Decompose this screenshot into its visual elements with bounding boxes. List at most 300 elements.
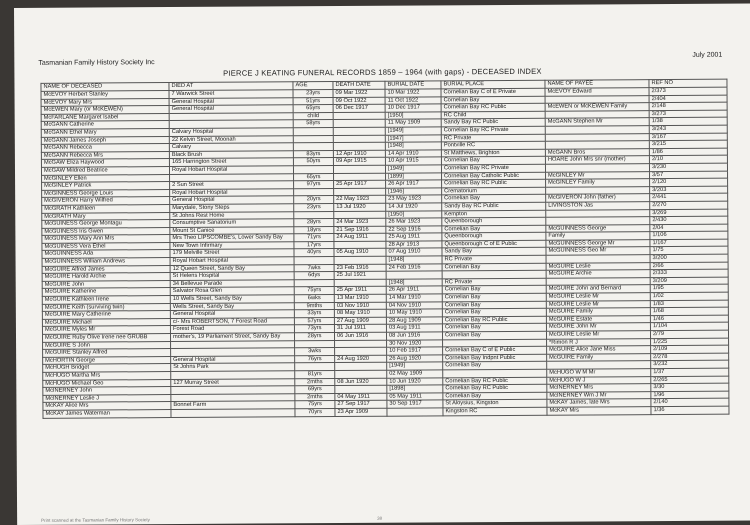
table-cell: McHUGO Martha Mrs bbox=[43, 372, 171, 380]
table-cell: 51yrs bbox=[293, 97, 333, 105]
table-cell: Cornelian Bay RC Public bbox=[442, 179, 546, 187]
table-cell: St Helens Hospital bbox=[170, 272, 294, 280]
table-cell: HOARE John Mrs snr (mother) bbox=[545, 156, 649, 164]
table-cell: 07 Aug 1910 bbox=[386, 248, 442, 256]
table-cell: 71yrs bbox=[294, 234, 334, 242]
table-cell: Cornelian Bay bbox=[443, 392, 547, 400]
table-cell: 10 Mar 1922 bbox=[385, 89, 441, 97]
table-cell: General Hospital bbox=[170, 196, 294, 204]
table-cell: 1/46 bbox=[650, 315, 728, 323]
column-header: NAME OF PAYEE bbox=[545, 80, 649, 89]
column-header: REF NO bbox=[649, 79, 727, 87]
table-cell: Cornelian Bay bbox=[441, 157, 545, 165]
table-cell: 2/373 bbox=[649, 87, 727, 95]
table-cell: McGUIRE Mary Catherine bbox=[42, 311, 170, 319]
table-cell: McGUIRE Leslie Mr bbox=[546, 293, 650, 301]
table-cell: 18yrs bbox=[294, 226, 334, 234]
table-cell: 27 Aug 1909 bbox=[334, 317, 386, 325]
table-cell: [1948] bbox=[386, 256, 442, 264]
table-cell: McGUIRE Harold Archie bbox=[42, 273, 170, 281]
organisation-name: Tasmanian Family History Society Inc bbox=[38, 59, 155, 67]
table-cell: RC Private bbox=[442, 278, 546, 286]
table-cell: child bbox=[293, 112, 333, 120]
table-cell: McGUINNESS George bbox=[546, 224, 650, 232]
table-cell: McEWEN Mary (or McKEWEN) bbox=[41, 106, 169, 114]
table-cell: McGAW Mildred Beatrice bbox=[41, 166, 169, 174]
table-cell: 06 Jun 1916 bbox=[334, 332, 386, 340]
table-cell: McGANN Catherine bbox=[41, 121, 169, 129]
table-cell: Marydale, Stony Steps bbox=[170, 204, 294, 212]
table-cell: 12 Queen Street, Sandy Bay bbox=[170, 264, 294, 272]
table-cell: Cornelian Bay Catholic Public bbox=[442, 172, 546, 180]
table-cell: McGANN James Joseph bbox=[41, 136, 169, 144]
table-cell: 22 May 1923 bbox=[334, 196, 386, 204]
table-cell: McINERNEY John bbox=[43, 387, 171, 395]
table-cell: St Matthews, Brighton bbox=[441, 149, 545, 157]
table-cell: 26 Apr 1911 bbox=[386, 286, 442, 294]
table-cell: McHORTIN George bbox=[43, 356, 171, 364]
table-cell: Sandy Bay bbox=[442, 248, 546, 256]
table-cell: c/- Mrs ROBERTSON, 7 Forest Road bbox=[170, 318, 294, 326]
table-cell: 2/404 bbox=[649, 95, 727, 103]
table-cell: McGUINNESS Geo Mr bbox=[546, 247, 650, 255]
table-cell: 13 Jul 1920 bbox=[334, 203, 386, 211]
table-cell: 11 May 1909 bbox=[385, 119, 441, 127]
table-cell: 40yrs bbox=[294, 249, 334, 257]
table-cell: McGANN Ethel Mary bbox=[41, 129, 169, 137]
table-cell: 3/215 bbox=[649, 140, 727, 148]
table-cell: 25 Apr 1911 bbox=[334, 287, 386, 295]
table-cell: 2/148 bbox=[649, 102, 727, 110]
table-cell: Cornelian Bay bbox=[442, 263, 546, 271]
table-cell: 03 Aug 1911 bbox=[386, 324, 442, 332]
table-cell: 9mths bbox=[294, 302, 334, 310]
table-cell: McHUGO W J bbox=[547, 376, 651, 384]
table-cell: Cornelian Bay RC Private bbox=[441, 164, 545, 172]
table-cell: 10 Wells Street, Sandy Bay bbox=[170, 295, 294, 303]
table-cell: 04 May 1911 bbox=[335, 393, 387, 401]
table-cell: 1/95 bbox=[650, 285, 728, 293]
table-cell: 24 Feb 1916 bbox=[386, 264, 442, 272]
table-cell: McGUIRE Katherine bbox=[42, 288, 170, 296]
table-cell: McEVOY Mary Mrs bbox=[41, 98, 169, 106]
table-cell: McGUIRE Stanley Alfred bbox=[43, 349, 171, 357]
table-cell: 31 Jul 1911 bbox=[334, 325, 386, 333]
table-cell: McGUIRE Alice Jane Miss bbox=[547, 346, 651, 354]
page-number: 38 bbox=[377, 515, 383, 521]
table-cell: 6dys bbox=[294, 272, 334, 280]
table-cell: McGIVERON Harry Wilfred bbox=[42, 197, 170, 205]
table-cell: Sandy Bay RC Public bbox=[442, 202, 546, 210]
table-cell: St Aloysius, Kingston bbox=[443, 400, 547, 408]
table-cell: McGUIRE Kathleen Irene bbox=[42, 296, 170, 304]
table-cell: 165 Harrington Street bbox=[169, 158, 293, 166]
table-cell: McGANN Rebecca bbox=[41, 144, 169, 152]
table-cell: 73yrs bbox=[294, 325, 334, 333]
table-cell: 2/265 bbox=[651, 376, 729, 384]
table-cell: McINERNEY Mrs bbox=[547, 384, 651, 392]
table-cell: LIVINGSTON Jas bbox=[546, 202, 650, 210]
table-cell: New Town Infirmary bbox=[170, 242, 294, 250]
table-cell: Cornelian Bay RC Public bbox=[441, 103, 545, 111]
table-cell: 81yrs bbox=[295, 371, 335, 379]
column-header: NAME OF DECEASED bbox=[41, 83, 169, 92]
table-cell: McHUGH Bridget bbox=[43, 364, 171, 372]
table-cell: 97yrs bbox=[294, 181, 334, 189]
table-cell: 2/333 bbox=[650, 269, 728, 277]
table-cell: Cornelian Bay RC Private bbox=[441, 126, 545, 134]
table-cell: McEWEN or McKEWEN Family bbox=[545, 103, 649, 111]
table-cell: 2mths bbox=[295, 378, 335, 386]
table-cell: Wells Street, Sandy Bay bbox=[170, 302, 294, 310]
table-cell: 24 Aug 1920 bbox=[335, 355, 387, 363]
table-cell: Cornelian Bay C of E Public bbox=[443, 346, 547, 354]
table-cell: Kingston RC bbox=[443, 407, 547, 415]
table-cell: McGANN Stephen Mr bbox=[545, 118, 649, 126]
table-cell: Cornelian Bay RC Public bbox=[443, 377, 547, 385]
table-cell: 20yrs bbox=[294, 196, 334, 204]
table-cell: 05 May 1911 bbox=[387, 393, 443, 401]
table-cell: 3/209 bbox=[650, 277, 728, 285]
table-cell: 127 Murray Street bbox=[171, 378, 295, 386]
table-cell: [1949] bbox=[385, 127, 441, 135]
table-cell: 22 Sep 1916 bbox=[386, 226, 442, 234]
table-cell: McINERNEY Leslie J bbox=[43, 394, 171, 402]
table-cell: 76yrs bbox=[295, 355, 335, 363]
table-cell: 10 Feb 1917 bbox=[387, 347, 443, 355]
table-cell: [1949] bbox=[387, 362, 443, 370]
table-cell: 75yrs bbox=[294, 287, 334, 295]
table-cell: Calvary Hospital bbox=[169, 128, 293, 136]
table-cell: McGUIRE Alfred James bbox=[42, 265, 170, 273]
table-cell: McGINLEY Mr bbox=[546, 171, 650, 179]
table-cell: McGINLEY Patrick bbox=[42, 182, 170, 190]
table-cell: McGUIRE Archie bbox=[546, 270, 650, 278]
table-cell: 58yrs bbox=[293, 120, 333, 128]
table-cell: Crematorium bbox=[442, 187, 546, 195]
table-cell: 2/79 bbox=[650, 330, 728, 338]
table-cell: McGRATH Kathleen bbox=[42, 204, 170, 212]
table-cell: 28yrs bbox=[294, 219, 334, 227]
table-cell: 2/04 bbox=[650, 224, 728, 232]
table-cell: 57yrs bbox=[294, 317, 334, 325]
table-cell: McGUINNESS William Andrews bbox=[42, 258, 170, 266]
table-cell: 10 Jun 1920 bbox=[387, 377, 443, 385]
table-cell: 3/57 bbox=[650, 171, 728, 179]
table-cell: 28 Apr 1913 bbox=[386, 241, 442, 249]
table-cell: [1946] bbox=[386, 188, 442, 196]
table-cell: Pontville RC bbox=[441, 141, 545, 149]
table-cell: 2/270 bbox=[650, 201, 728, 209]
table-cell: McGAW Eliza Haywood bbox=[41, 159, 169, 167]
table-cell: McGUIRE Family bbox=[547, 353, 651, 361]
table-cell: McGRATH Mary bbox=[42, 212, 170, 220]
table-cell: RC Private bbox=[442, 255, 546, 263]
table-cell: McGUIRE Family bbox=[546, 308, 650, 316]
table-cell: Mrs Theo LIPSCOMBE's, Lower Sandy Bay bbox=[170, 234, 294, 242]
table-cell: 2mths bbox=[295, 393, 335, 401]
table-cell: Cornelian Bay Indpnt Public bbox=[443, 354, 547, 362]
table-cell: McGUIRE Leslie Mr bbox=[546, 331, 650, 339]
table-cell: Cornelian Bay bbox=[442, 324, 546, 332]
table-cell: 10 Apr 1915 bbox=[385, 157, 441, 165]
table-cell: McGUINNESS Ada bbox=[42, 250, 170, 258]
table-cell: 3/232 bbox=[651, 361, 729, 369]
table-cell: 23yrs bbox=[293, 90, 333, 98]
table-cell: Forest Road bbox=[170, 325, 294, 333]
table-cell: McGUINESS Vera Ethel bbox=[42, 242, 170, 250]
table-cell: Cornelian Bay bbox=[442, 286, 546, 294]
table-cell: McGUIRE Ruby Olive Irene nee GRUBB bbox=[42, 334, 170, 342]
table-cell: 12 Apr 1910 bbox=[333, 150, 385, 158]
table-cell: 3/30 bbox=[651, 383, 729, 391]
column-header: BURIAL DATE bbox=[385, 81, 441, 89]
table-cell: 08 May 1910 bbox=[334, 309, 386, 317]
table-cell: 14 Jul 1920 bbox=[386, 203, 442, 211]
table-cell: 23 May 1923 bbox=[386, 195, 442, 203]
table-cell: 2/278 bbox=[651, 353, 729, 361]
table-cell: 7 Warwick Street bbox=[169, 90, 293, 98]
table-cell: 1/104 bbox=[650, 323, 728, 331]
table-cell: McGANN Rebecca Mrs bbox=[41, 151, 169, 159]
table-cell: 14 Mar 1910 bbox=[386, 294, 442, 302]
table-cell: McGUIRE Myles Mr bbox=[42, 326, 170, 334]
table-cell: 3/203 bbox=[650, 186, 728, 194]
column-header: BURIAL PLACE bbox=[441, 80, 545, 89]
table-cell: 24 Aug 1911 bbox=[334, 234, 386, 242]
table-cell: 08 Jun 1920 bbox=[335, 378, 387, 386]
table-cell: McGUIRE Michael bbox=[42, 318, 170, 326]
table-cell: 10 May 1910 bbox=[386, 309, 442, 317]
table-cell: General Hospital bbox=[171, 356, 295, 364]
table-cell: McGUIRE John Mr bbox=[546, 323, 650, 331]
table-cell: 17yrs bbox=[294, 241, 334, 249]
table-cell: 3/230 bbox=[649, 163, 727, 171]
table-cell: Black Brush bbox=[169, 151, 293, 159]
table-cell: 14 Apr 1910 bbox=[385, 150, 441, 158]
table-cell: 1/38 bbox=[649, 118, 727, 126]
table-cell: 1/75 bbox=[650, 247, 728, 255]
table-cell: 1/83 bbox=[650, 300, 728, 308]
table-cell: McGUIRE Leslie Mr bbox=[546, 300, 650, 308]
table-cell: 1/225 bbox=[651, 338, 729, 346]
table-cell: RC Child bbox=[441, 111, 545, 119]
table-cell: St Johns Rest Home bbox=[170, 211, 294, 219]
table-cell: 30 Sep 1917 bbox=[387, 400, 443, 408]
table-cell: mother's, 19 Parliament Street, Sandy Bay bbox=[170, 333, 294, 341]
table-cell: 3wks bbox=[295, 348, 335, 356]
table-cell: 70yrs bbox=[295, 408, 335, 416]
table-cell: [1950] bbox=[386, 210, 442, 218]
column-header: DIED AT bbox=[169, 82, 293, 91]
table-cell: 2/430 bbox=[650, 216, 728, 224]
table-cell: McKAY Alice Mrs bbox=[43, 402, 171, 410]
table-cell: 09 Apr 1915 bbox=[333, 158, 385, 166]
table-cell: Sandy Bay RC Public bbox=[441, 119, 545, 127]
table-cell: Queenborough bbox=[442, 217, 546, 225]
table-cell: [1948] bbox=[385, 142, 441, 150]
table-cell: McKAY James, late Mrs bbox=[547, 399, 651, 407]
table-cell: [1947] bbox=[385, 134, 441, 142]
table-cell: McGUINNESS George Mr bbox=[546, 239, 650, 247]
table-cell: 09 Mar 1922 bbox=[333, 89, 385, 97]
table-cell: 7wks bbox=[294, 264, 334, 272]
table-cell: McGINLEY Ellen bbox=[42, 174, 170, 182]
table-cell: Salvator Rosa Glen bbox=[170, 287, 294, 295]
table-cell: 05 Aug 1910 bbox=[334, 249, 386, 257]
table-cell: 2/140 bbox=[651, 398, 729, 406]
table-cell: 26 Mar 1923 bbox=[386, 218, 442, 226]
table-cell: 2/441 bbox=[650, 193, 728, 201]
table-cell: 23 Feb 1916 bbox=[334, 264, 386, 272]
table-cell: 03 Nov 1910 bbox=[334, 302, 386, 310]
table-cell: 24 Mar 1923 bbox=[334, 218, 386, 226]
table-cell: 83yrs bbox=[293, 150, 333, 158]
table-cell: Royal Hobart Hospital bbox=[170, 189, 294, 197]
table-cell: Cornelian Bay RC Public bbox=[442, 316, 546, 324]
table-cell: McGUIRE John and Bernard bbox=[546, 285, 650, 293]
table-cell: 2/120 bbox=[650, 178, 728, 186]
table-cell: 1/36 bbox=[651, 406, 729, 414]
table-cell: Cornelian Bay bbox=[442, 195, 546, 203]
table-cell: 65yrs bbox=[294, 173, 334, 181]
table-cell: McFARLANE Margaret Isabel bbox=[41, 113, 169, 121]
table-cell: Cornelian Bay bbox=[443, 362, 547, 370]
table-cell: 27 Sep 1917 bbox=[335, 401, 387, 409]
table-cell: 75yrs bbox=[295, 401, 335, 409]
table-cell: 23 Apr 1909 bbox=[335, 408, 387, 416]
table-cell: 65yrs bbox=[293, 105, 333, 113]
table-cell: McEVOY Herbert Stanley bbox=[41, 91, 169, 99]
table-cell: 28yrs bbox=[294, 333, 334, 341]
table-cell: Cornelian Bay bbox=[442, 331, 546, 339]
table-cell: 23yrs bbox=[294, 203, 334, 211]
table-cell: [1950] bbox=[385, 112, 441, 120]
table-cell: Consumptive Sanatorium bbox=[170, 219, 294, 227]
table-cell: 33yrs bbox=[294, 310, 334, 318]
table-cell: 2/10 bbox=[649, 155, 727, 163]
table-cell: Cornelian Bay bbox=[442, 293, 546, 301]
column-header: DEATH DATE bbox=[333, 81, 385, 89]
table-cell: 34 Bellevue Parade bbox=[170, 280, 294, 288]
table-cell: Cornelian Bay bbox=[441, 96, 545, 104]
table-cell: 1/167 bbox=[650, 239, 728, 247]
table-cell bbox=[387, 408, 443, 416]
table-cell: Royal Hobart Hospital bbox=[169, 166, 293, 174]
document-title: PIERCE J KEATING FUNERAL RECORDS 1859 – 1964 (with gaps) - DECEASED INDEX bbox=[223, 66, 542, 78]
table-cell: McEVOY Edward bbox=[545, 88, 649, 96]
table-cell: 1/02 bbox=[650, 292, 728, 300]
table-cell: 21 Sep 1916 bbox=[334, 226, 386, 234]
table-cell: McGUIRE Estate bbox=[546, 315, 650, 323]
table-cell: 179 Melville Street bbox=[170, 249, 294, 257]
table-cell: McGUIRE Leslie bbox=[546, 262, 650, 270]
table-cell: 6wks bbox=[294, 295, 334, 303]
footer-note: Print scanned at the Tasmanian Family History Society bbox=[41, 517, 150, 523]
table-cell: Cornelian Bay bbox=[442, 301, 546, 309]
table-cell: McGANN Bros bbox=[545, 148, 649, 156]
table-cell: 30 Nov 1920 bbox=[387, 339, 443, 347]
table-cell: 3/269 bbox=[650, 209, 728, 217]
table-cell: *Rimon R J bbox=[547, 338, 651, 346]
table-cell: 09 Oct 1922 bbox=[333, 97, 385, 105]
table-cell: 25 Aug 1911 bbox=[386, 233, 442, 241]
table-cell: McHUGO Michael Geo bbox=[43, 379, 171, 387]
table-cell: Family bbox=[546, 232, 650, 240]
document-page bbox=[14, 4, 750, 525]
table-cell: 1/37 bbox=[651, 368, 729, 376]
table-cell: 1/86 bbox=[649, 148, 727, 156]
table-cell: Kempton bbox=[442, 210, 546, 218]
table-cell: McKAY Mrs bbox=[547, 407, 651, 415]
table-cell: Cornelian Bay bbox=[442, 308, 546, 316]
table-cell: McGUIRE Keith (surviving twin) bbox=[42, 303, 170, 311]
table-cell: Queenborough C of E Public bbox=[442, 240, 546, 248]
table-cell: 1/68 bbox=[650, 307, 728, 315]
table-cell: 2 Sun Street bbox=[170, 181, 294, 189]
table-cell: McGIVERON John (father) bbox=[546, 194, 650, 202]
deceased-index-table bbox=[40, 79, 729, 419]
table-cell: Bonnet Farm bbox=[171, 401, 295, 409]
table-cell: [1948] bbox=[386, 279, 442, 287]
table-cell: 3/273 bbox=[649, 110, 727, 118]
table-cell: 26 Apr 1917 bbox=[386, 180, 442, 188]
table-cell: 25 Apr 1917 bbox=[334, 180, 386, 188]
document-date: July 2001 bbox=[692, 51, 723, 59]
table-cell: 1/106 bbox=[650, 231, 728, 239]
column-header: AGE bbox=[293, 82, 333, 90]
table-cell: General Hospital bbox=[169, 97, 293, 105]
table-cell: McGINNESS George Louis bbox=[42, 189, 170, 197]
table-cell: McGUINESS George Montagu bbox=[42, 220, 170, 228]
table-cell: Mount St Canice bbox=[170, 226, 294, 234]
table-cell: 10 Dec 1917 bbox=[385, 104, 441, 112]
table-cell: 1/96 bbox=[651, 391, 729, 399]
table-cell: 28 Aug 1909 bbox=[386, 317, 442, 325]
table-cell: 3/167 bbox=[649, 133, 727, 141]
table-cell: RC Private bbox=[441, 134, 545, 142]
table-cell: Calvary bbox=[169, 143, 293, 151]
table-cell: 04 Nov 1910 bbox=[386, 302, 442, 310]
table-cell: 02 May 1909 bbox=[387, 370, 443, 378]
table-cell: 06 Dec 1917 bbox=[333, 104, 385, 112]
table-cell: 25 Jul 1921 bbox=[334, 271, 386, 279]
table-cell: 22 Kelvin Street, Moonah bbox=[169, 135, 293, 143]
table-body bbox=[41, 87, 729, 418]
table-cell: McINERNEY Wm J Mr bbox=[547, 391, 651, 399]
table-cell: Queenborough bbox=[442, 233, 546, 241]
table-cell: McGUINESS Iris Gwen bbox=[42, 227, 170, 235]
table-cell: McKAY James Waterman bbox=[43, 409, 171, 417]
table-cell: Cornelian Bay C of E Private bbox=[441, 88, 545, 96]
table-cell: Cornelian Bay bbox=[442, 225, 546, 233]
table-cell: 26 Aug 1920 bbox=[387, 355, 443, 363]
table-cell: General Hospital bbox=[170, 310, 294, 318]
table-cell: St Johns Park bbox=[171, 363, 295, 371]
table-cell: [1899] bbox=[386, 172, 442, 180]
table-cell: 11 Oct 1922 bbox=[385, 96, 441, 104]
table-cell: 13 Mar 1910 bbox=[334, 294, 386, 302]
table-cell: Royal Hobart Hospital bbox=[170, 257, 294, 265]
table-cell: McGINLEY Family bbox=[546, 179, 650, 187]
table-cell: 2/66 bbox=[650, 262, 728, 270]
table-cell: [1949] bbox=[385, 165, 441, 173]
table-cell: 3/243 bbox=[649, 125, 727, 133]
table-cell: McGUIRE S John bbox=[43, 341, 171, 349]
table-cell: McGUINESS Mary Ann Mrs bbox=[42, 235, 170, 243]
table-cell: 50yrs bbox=[293, 158, 333, 166]
table-cell: 3/200 bbox=[650, 254, 728, 262]
